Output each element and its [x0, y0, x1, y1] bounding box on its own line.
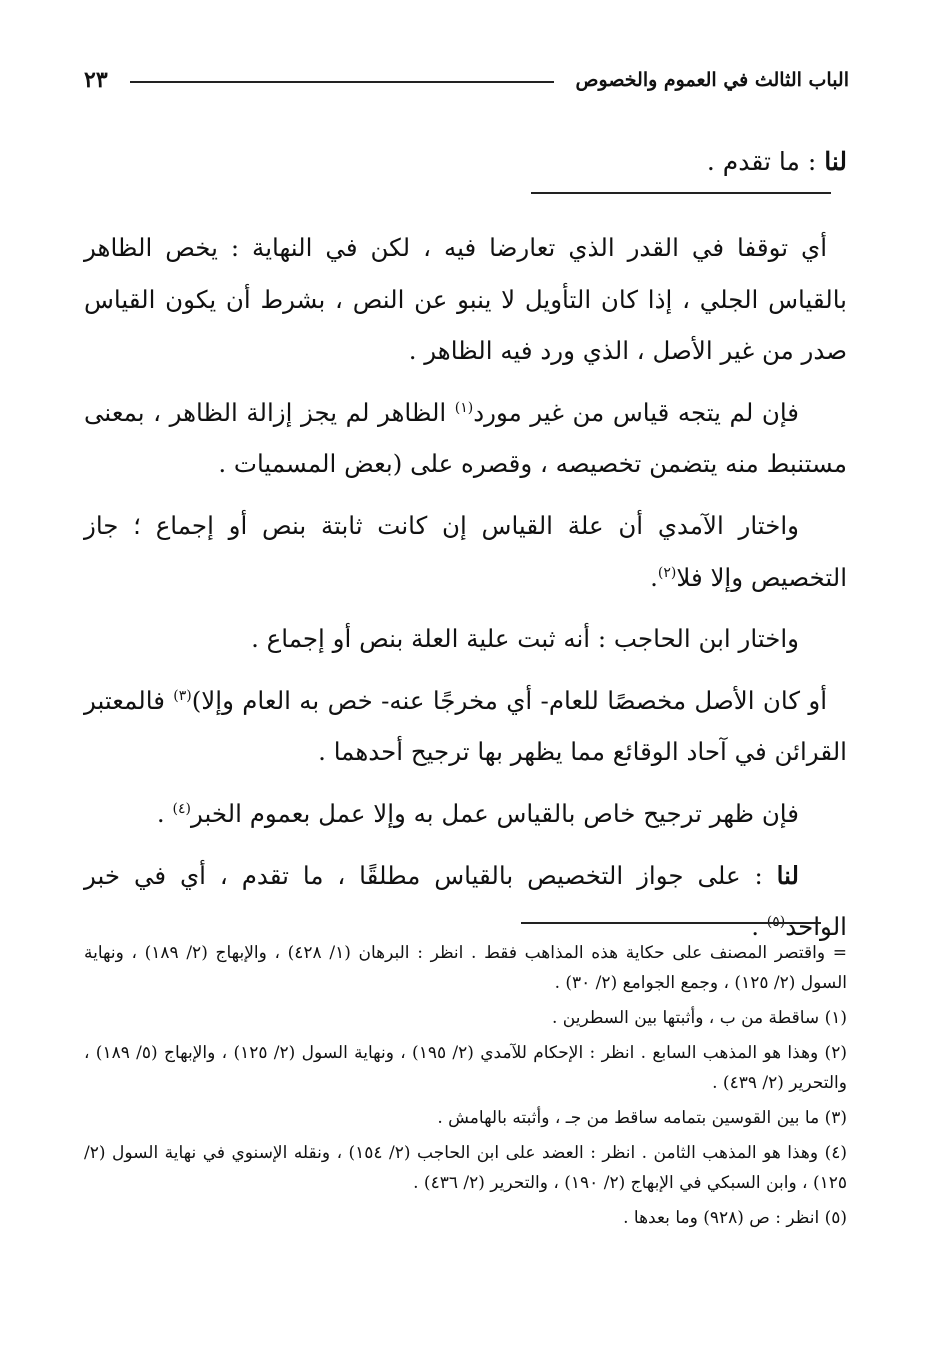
footnote-ref-2: (٢) [657, 564, 677, 581]
paragraph-5-text-b: فالمعتبر القرائن في آحاد الوقائع مما يظهر بها ترجيح أحدهما . [84, 685, 847, 767]
paragraph-3-text-a: واختار الآمدي أن علة القياس إن كانت ثابتة بنص أو إجماع ؛ جاز التخصيص وإلا فلا [84, 510, 847, 592]
footnote-3: (٣) ما بين القوسين بتمامه ساقط من جـ ، وأثبته بالهامش . [437, 1108, 847, 1128]
heading-label: لنا [824, 147, 847, 176]
paragraph-3-text-b: . [650, 562, 658, 592]
footnote-ref-4: (٤) [172, 800, 191, 817]
paragraph-2-text-a: فإن لم يتجه قياس من غير مورد [473, 397, 799, 427]
paragraph-2-text-b: الظاهر لم يجز إزالة الظاهر ، بمعنى مستنبط منه يتضمن تخصيصه ، وقصره على (بعض المسميات . [84, 397, 847, 479]
footnote-2: (٢) وهذا هو المذهب السابع . انظر : الإحكام للآمدي (٢/ ١٩٥) ، ونهاية السول (٢/ ١٢٥) ، والإبهاج (٥/ ١٨٩) ، والتحرير (٢/ ٤٣٩) . [84, 1043, 847, 1093]
footnote-4: (٤) وهذا هو المذهب الثامن . انظر : العضد على ابن الحاجب (٢/ ١٥٤) ، ونقله الإسنوي في نهاية السول (٢/ ١٢٥) ، وابن السبكي في الإبهاج (٢/ ١٩٠) ، والتحرير (٢/ ٤٣٦) . [84, 1143, 847, 1193]
paragraph-5-text-a: أو كان الأصل مخصصًا للعام- أي مخرجًا عنه- خص به العام وإلا) [191, 685, 827, 715]
paragraph-2 [84, 387, 847, 490]
paragraph-5 [84, 675, 847, 778]
footnote-ref-5: (٥) [766, 913, 786, 930]
main-text [84, 222, 847, 963]
paragraph-6 [84, 788, 847, 840]
footnote-continued: = واقتصر المصنف على حكاية هذه المذاهب فقط . انظر : البرهان (١/ ٤٢٨) ، والإبهاج (٢/ ١٨٩) ، ونهاية السول (٢/ ١٢٥) ، وجمع الجوامع (٢/ ٣٠) . [84, 943, 847, 993]
footnote-ref-1: (١) [454, 399, 474, 416]
footnote-ref-3: (٣) [173, 687, 192, 704]
paragraph-7-text-a: : على جواز التخصيص بالقياس مطلقًا ، ما تقدم ، أي في خبر الواحد [84, 860, 847, 942]
paragraph-7-text-b: . [751, 912, 767, 942]
running-header [84, 62, 849, 98]
footnotes [84, 938, 847, 1238]
paragraph-4: واختار ابن الحاجب : أنه ثبت علية العلة بنص أو إجماع . [251, 624, 799, 654]
chapter-title: الباب الثالث في العموم والخصوص [575, 69, 849, 91]
heading-rule [531, 192, 831, 194]
paragraph-1: أي توقفا في القدر الذي تعارضا فيه ، لكن في النهاية : يخص الظاهر بالقياس الجلي ، إذا كان التأويل لا ينبو عن النص ، بشرط أن يكون القياس صدر من غير الأصل ، الذي ورد فيه الظاهر . [84, 233, 847, 366]
footnote-rule [521, 922, 821, 924]
heading-rest: : ما تقدم . [706, 147, 825, 176]
paragraph-7-label: لنا [776, 860, 799, 890]
paragraph-6-text-b: . [156, 798, 173, 828]
page-number: ٢٣ [84, 67, 108, 93]
footnote-5: (٥) انظر : ص (٩٢٨) وما بعدها . [623, 1208, 847, 1228]
paragraph-3 [84, 500, 847, 603]
paragraph-6-text-a: فإن ظهر ترجيح خاص بالقياس عمل به وإلا عمل بعموم الخبر [190, 798, 799, 828]
header-rule [130, 81, 554, 83]
section-heading [707, 140, 847, 184]
footnote-1: (١) ساقطة من ب ، وأثبتها بين السطرين . [551, 1008, 847, 1028]
